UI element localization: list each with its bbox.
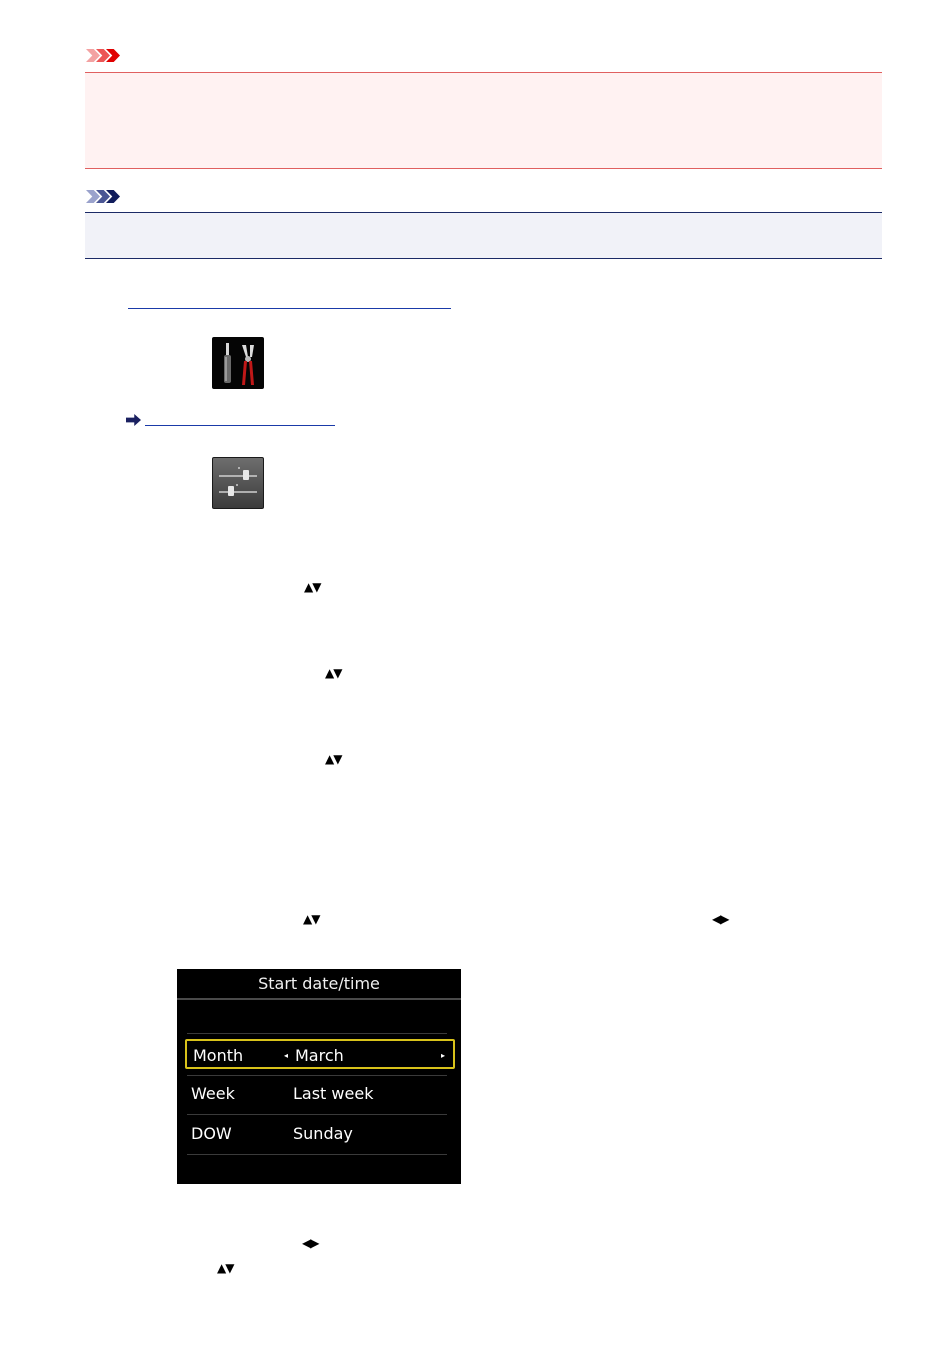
leftright-arrows-icon: ◀▶ — [302, 1236, 319, 1250]
important-chevrons-icon — [86, 49, 116, 62]
setting-row-week[interactable] — [185, 1079, 453, 1109]
step-link-2[interactable] — [126, 414, 335, 426]
note-chevrons-icon — [86, 190, 116, 203]
note-callout — [85, 212, 882, 259]
updown-arrows-icon: ▲▼ — [303, 912, 320, 926]
setting-row-dow[interactable] — [185, 1119, 453, 1149]
updown-arrows-icon: ▲▼ — [325, 666, 342, 680]
important-callout — [85, 72, 882, 169]
lcd-screen — [177, 969, 461, 1184]
setting-value: March — [295, 1046, 344, 1065]
setting-label: DOW — [191, 1124, 232, 1143]
step-link-1[interactable] — [128, 308, 451, 309]
screen-title: Start date/time — [177, 969, 461, 1000]
row-divider — [187, 1154, 447, 1155]
setting-label: Month — [193, 1046, 244, 1065]
left-arrow-icon[interactable]: ◂ — [284, 1051, 289, 1060]
setting-value: Sunday — [293, 1124, 353, 1143]
link-underline — [145, 425, 335, 426]
setting-row-month[interactable] — [185, 1039, 455, 1069]
leftright-arrows-icon: ◀▶ — [712, 912, 729, 926]
setting-value: Last week — [293, 1084, 374, 1103]
updown-arrows-icon: ▲▼ — [217, 1261, 234, 1275]
setup-tools-icon — [212, 337, 264, 389]
right-arrow-icon[interactable]: ▸ — [440, 1051, 445, 1060]
row-divider — [187, 1033, 447, 1034]
row-divider — [187, 1114, 447, 1115]
device-settings-icon — [212, 457, 264, 509]
row-divider — [187, 1075, 447, 1076]
setting-label: Week — [191, 1084, 235, 1103]
updown-arrows-icon: ▲▼ — [304, 580, 321, 594]
updown-arrows-icon: ▲▼ — [325, 752, 342, 766]
link-arrow-icon — [126, 414, 141, 426]
